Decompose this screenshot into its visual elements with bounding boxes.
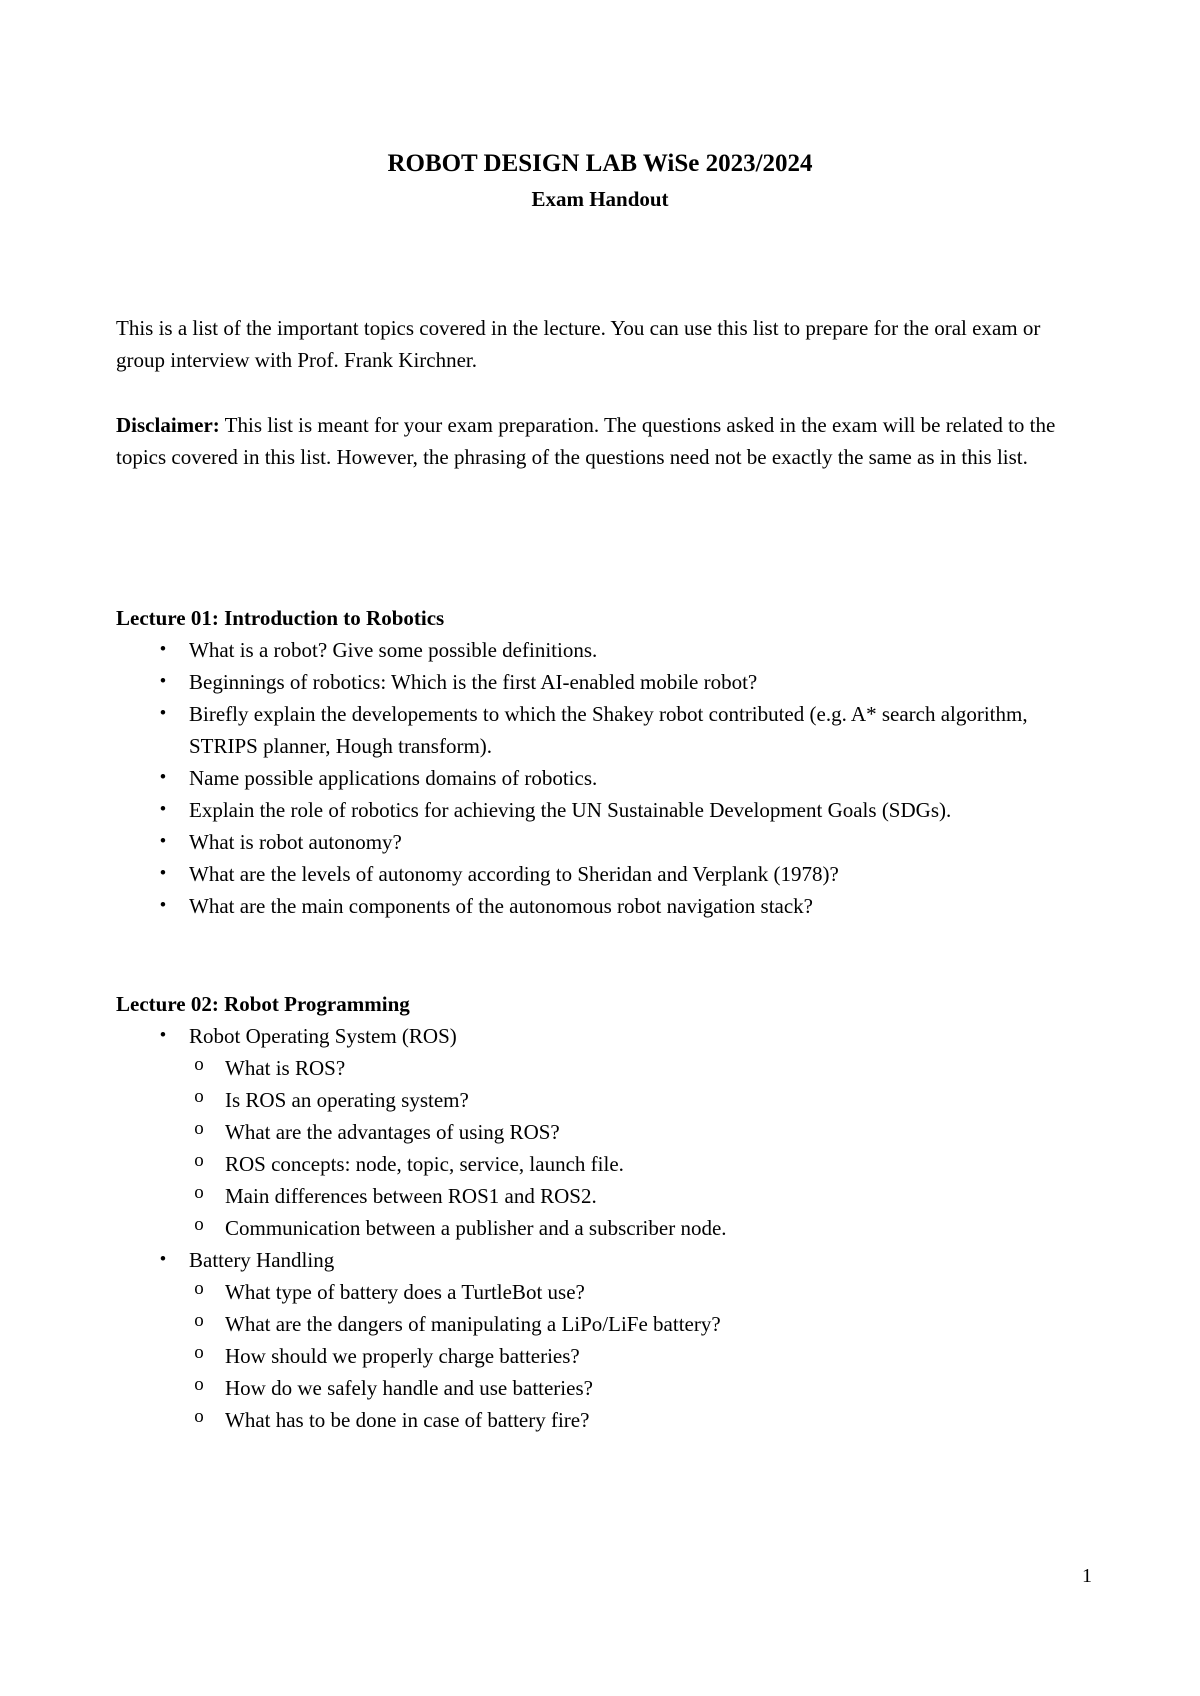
list-item <box>116 634 1084 666</box>
list-item <box>116 858 1084 890</box>
bullet-icon: • <box>159 1249 167 1270</box>
list-item-text: Robot Operating System (ROS) <box>189 1024 457 1048</box>
list-item <box>116 826 1084 858</box>
sub-list-item-text: What are the dangers of manipulating a LiPo/LiFe battery? <box>225 1312 721 1336</box>
sub-list-item-text: Is ROS an operating system? <box>225 1088 469 1112</box>
circle-bullet-icon: o <box>194 1150 204 1171</box>
page-subtitle: Exam Handout <box>531 187 669 211</box>
bullet-icon: • <box>159 703 167 724</box>
lecture-02-topic-list <box>116 1020 1084 1436</box>
page-title: ROBOT DESIGN LAB WiSe 2023/2024 <box>387 150 813 177</box>
bullet-icon: • <box>159 671 167 692</box>
lecture-01-topic-list <box>116 634 1084 922</box>
circle-bullet-icon: o <box>194 1374 204 1395</box>
lecture-01-heading: Lecture 01: Introduction to Robotics <box>116 606 445 630</box>
sub-list-item <box>116 1052 1084 1084</box>
sub-list-item-text: ROS concepts: node, topic, service, launch file. <box>225 1152 624 1176</box>
sub-list-item <box>116 1084 1084 1116</box>
intro-paragraph: This is a list of the important topics covered in the lecture. You can use this list to prepare for the oral exam or group interview with Prof. Frank Kirchner. <box>116 316 1041 372</box>
list-item <box>116 762 1084 794</box>
disclaimer-text: This list is meant for your exam preparation. The questions asked in the exam will be related to the topics covered in this list. However, the phrasing of the questions need not be exactly the same as in this list. <box>116 413 1056 469</box>
circle-bullet-icon: o <box>194 1406 204 1427</box>
sub-list-item <box>116 1372 1084 1404</box>
circle-bullet-icon: o <box>194 1278 204 1299</box>
sub-list-item-text: What is ROS? <box>225 1056 346 1080</box>
list-item-text: Birefly explain the developements to which the Shakey robot contributed (e.g. A* search algorithm, STRIPS planner, Hough transform). <box>189 702 1028 758</box>
list-item-text: Battery Handling <box>189 1248 335 1272</box>
bullet-icon: • <box>159 863 167 884</box>
disclaimer-paragraph <box>116 409 1084 473</box>
sub-list-item-text: Communication between a publisher and a subscriber node. <box>225 1216 727 1240</box>
bullet-icon: • <box>159 831 167 852</box>
sub-list-item-text: What has to be done in case of battery fire? <box>225 1408 590 1432</box>
sub-list-item <box>116 1404 1084 1436</box>
battery-sublist <box>189 1276 1084 1436</box>
list-item <box>116 698 1084 762</box>
circle-bullet-icon: o <box>194 1118 204 1139</box>
disclaimer-label: Disclaimer: <box>116 413 220 437</box>
lecture-01-section <box>116 602 1084 922</box>
circle-bullet-icon: o <box>194 1214 204 1235</box>
bullet-icon: • <box>159 1025 167 1046</box>
page-number: 1 <box>1082 1565 1092 1587</box>
list-item-text: What is a robot? Give some possible definitions. <box>189 638 598 662</box>
list-item <box>116 794 1084 826</box>
list-item-text: Name possible applications domains of robotics. <box>189 766 598 790</box>
sub-list-item-text: Main differences between ROS1 and ROS2. <box>225 1184 597 1208</box>
circle-bullet-icon: o <box>194 1310 204 1331</box>
list-item-text: What are the main components of the autonomous robot navigation stack? <box>189 894 813 918</box>
sub-list-item <box>116 1340 1084 1372</box>
list-item-text: What is robot autonomy? <box>189 830 402 854</box>
circle-bullet-icon: o <box>194 1182 204 1203</box>
bullet-icon: • <box>159 767 167 788</box>
bullet-icon: • <box>159 639 167 660</box>
list-item <box>116 666 1084 698</box>
sub-list-item-text: How do we safely handle and use batteries? <box>225 1376 593 1400</box>
sub-list-item <box>116 1308 1084 1340</box>
circle-bullet-icon: o <box>194 1054 204 1075</box>
sub-list-item <box>116 1276 1084 1308</box>
list-item-text: Beginnings of robotics: Which is the first AI-enabled mobile robot? <box>189 670 758 694</box>
bullet-icon: • <box>159 895 167 916</box>
list-item-battery <box>116 1244 1084 1436</box>
sub-list-item <box>116 1116 1084 1148</box>
list-item-ros <box>116 1020 1084 1244</box>
list-item-text: Explain the role of robotics for achieving the UN Sustainable Development Goals (SDGs). <box>189 798 952 822</box>
list-item-text: What are the levels of autonomy according to Sheridan and Verplank (1978)? <box>189 862 839 886</box>
sub-list-item-text: What type of battery does a TurtleBot use? <box>225 1280 585 1304</box>
bullet-icon: • <box>159 799 167 820</box>
sub-list-item <box>116 1180 1084 1212</box>
ros-sublist <box>189 1052 1084 1244</box>
sub-list-item <box>116 1148 1084 1180</box>
sub-list-item-text: How should we properly charge batteries? <box>225 1344 580 1368</box>
sub-list-item <box>116 1212 1084 1244</box>
lecture-02-section <box>116 988 1084 1436</box>
circle-bullet-icon: o <box>194 1342 204 1363</box>
list-item <box>116 890 1084 922</box>
lecture-02-heading: Lecture 02: Robot Programming <box>116 992 410 1016</box>
circle-bullet-icon: o <box>194 1086 204 1107</box>
sub-list-item-text: What are the advantages of using ROS? <box>225 1120 560 1144</box>
